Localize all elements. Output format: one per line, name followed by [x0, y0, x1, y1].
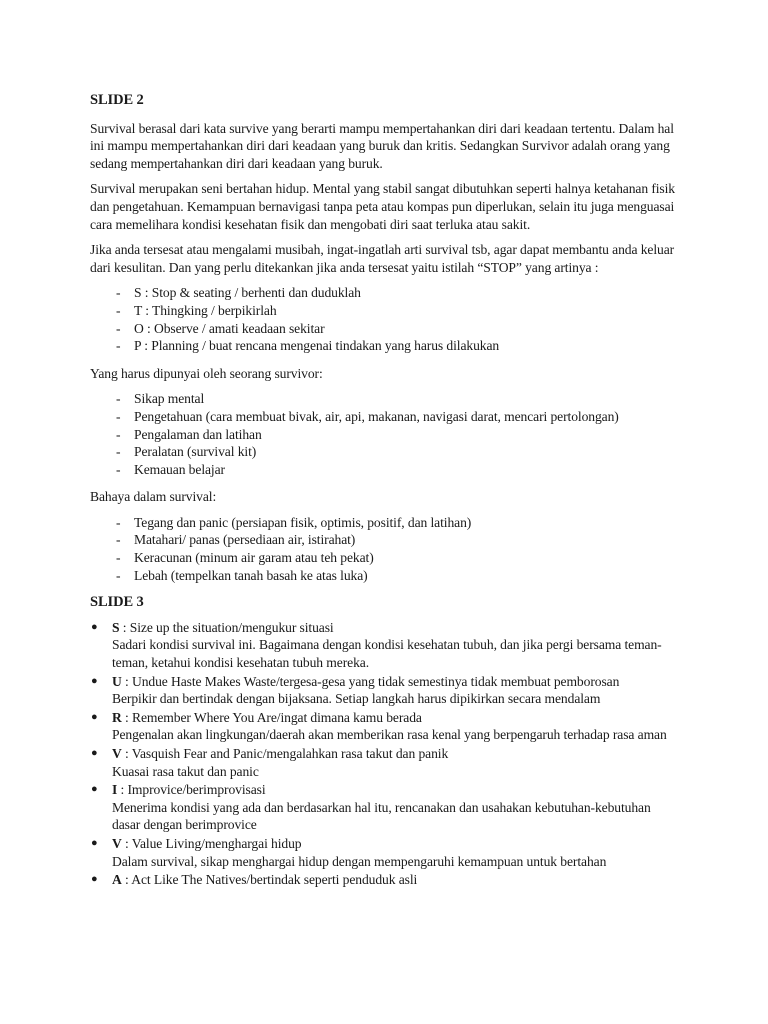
dash-marker: -: [116, 461, 121, 477]
list-item-text: Kemauan belajar: [134, 461, 225, 477]
item-description: Pengenalan akan lingkungan/daerah akan memberikan rasa kenal yang berpengaruh terhadap rasa aman: [112, 727, 667, 743]
bullet-icon: ●: [91, 873, 98, 886]
slide-3-heading: SLIDE 3: [90, 594, 144, 611]
list-item: [90, 531, 680, 549]
list-item: [90, 745, 680, 780]
list-item: [90, 390, 680, 408]
list-item-text: P : Planning / buat rencana mengenai tindakan yang harus dilakukan: [134, 338, 500, 354]
item-description: Sadari kondisi survival ini. Bagaimana dengan kondisi kesehatan tubuh, dan jika pergi bersama teman-teman, ketahui kondisi kesehatan tubuh mereka.: [112, 637, 662, 671]
list-item: [90, 871, 680, 889]
list-item: [90, 426, 680, 444]
item-description: Dalam survival, sikap menghargai hidup dengan mempengaruhi kemampuan untuk bertahan: [112, 853, 607, 869]
dash-marker: -: [116, 426, 121, 442]
item-description: Berpikir dan bertindak dengan bijaksana. Setiap langkah harus dipikirkan secara mendalam: [112, 691, 601, 707]
dash-marker: -: [116, 408, 121, 424]
survivor-intro: Yang harus dipunyai oleh seorang survivor:: [90, 365, 323, 381]
paragraph-survival-art: Survival merupakan seni bertahan hidup. Mental yang stabil sangat dibutuhkan seperti halnya ketahanan fisik dan pengetahuan. Kemampuan bernavigasi tanpa peta atau kompas pun diperlukan, selain itu juga menguasai cara memelihara kondisi kesehatan fisik dan mengobati diri saat terluka atau sakit.: [90, 181, 675, 232]
dash-marker: -: [116, 391, 121, 407]
acronym-letter: S: [112, 619, 120, 635]
list-item: [90, 835, 680, 870]
item-title: : Vasquish Fear and Panic/mengalahkan rasa takut dan panik: [121, 746, 449, 761]
bullet-icon: ●: [91, 674, 98, 687]
survivor-list: [90, 390, 680, 478]
dash-marker: -: [116, 285, 121, 301]
list-item: [90, 549, 680, 567]
list-item: [90, 514, 680, 532]
acronym-letter: R: [112, 709, 122, 725]
list-item-text: Keracunan (minum air garam atau teh pekat): [134, 550, 374, 566]
danger-list: [90, 514, 680, 584]
dash-marker: -: [116, 514, 121, 530]
item-title: : Undue Haste Makes Waste/tergesa-gesa yang tidak semestinya tidak membuat pemborosan: [121, 673, 620, 689]
dash-marker: -: [116, 532, 121, 548]
list-item: [90, 673, 680, 708]
list-item-text: Sikap mental: [134, 391, 205, 407]
document-content: [90, 92, 680, 890]
list-item-text: Pengetahuan (cara membuat bivak, air, api, makanan, navigasi darat, mencari pertolongan): [134, 408, 619, 424]
item-title: : Value Living/menghargai hidup: [121, 835, 302, 851]
item-title: : Improvice/berimprovisasi: [117, 782, 266, 798]
list-item-text: Peralatan (survival kit): [134, 444, 257, 460]
bullet-icon: ●: [91, 836, 98, 849]
bullet-icon: ●: [91, 620, 98, 633]
dash-marker: -: [116, 444, 121, 460]
slide-2-heading: SLIDE 2: [90, 92, 144, 108]
item-title: : Remember Where You Are/ingat dimana kamu berada: [121, 709, 422, 725]
list-item: [90, 461, 680, 479]
list-item: [90, 408, 680, 426]
list-item: [90, 337, 680, 355]
item-description: Kuasai rasa takut dan panic: [112, 763, 259, 779]
list-item-text: T : Thingking / berpikirlah: [134, 302, 277, 318]
dash-marker: -: [116, 567, 121, 583]
list-item: [90, 284, 680, 302]
list-item: [90, 302, 680, 320]
paragraph-survival-definition: Survival berasal dari kata survive yang berarti mampu mempertahankan diri dari keadaan tertentu. Dalam hal ini mampu mempertahankan diri dari keadaan yang buruk dan kritis. Sedangkan Survivor adalah orang yang sedang mempertahankan diri dari keadaan yang buruk.: [90, 120, 674, 171]
paragraph-stop-intro: Jika anda tersesat atau mengalami musibah, ingat-ingatlah arti survival tsb, agar dapat membantu anda keluar dari kesulitan. Dan yang perlu ditekankan jika anda tersesat yaitu istilah “STOP” yang artinya :: [90, 242, 675, 275]
dash-marker: -: [116, 302, 121, 318]
acronym-letter: V: [112, 835, 122, 851]
bullet-icon: ●: [91, 710, 98, 723]
list-item: [90, 619, 680, 672]
list-item: [90, 443, 680, 461]
stop-list: [90, 284, 680, 354]
item-title: : Size up the situation/mengukur situasi: [119, 619, 334, 635]
list-item-text: O : Observe / amati keadaan sekitar: [134, 320, 325, 336]
list-item: [90, 567, 680, 585]
list-item-text: Tegang dan panic (persiapan fisik, optimis, positif, dan latihan): [134, 514, 472, 530]
dash-marker: -: [116, 550, 121, 566]
list-item: [90, 320, 680, 338]
bullet-icon: ●: [91, 747, 98, 759]
list-item-text: Lebah (tempelkan tanah basah ke atas luka): [134, 567, 368, 583]
list-item: [90, 709, 680, 744]
list-item-text: S : Stop & seating / berhenti dan duduklah: [134, 285, 361, 301]
acronym-letter: I: [112, 782, 118, 798]
danger-intro: Bahaya dalam survival:: [90, 489, 217, 505]
acronym-letter: V: [112, 746, 122, 761]
dash-marker: -: [116, 320, 121, 336]
list-item-text: Matahari/ panas (persediaan air, istirahat): [134, 532, 356, 548]
item-title: : Act Like The Natives/bertindak seperti penduduk asli: [121, 872, 418, 888]
survival-acronym-list: [90, 619, 680, 889]
item-description: Menerima kondisi yang ada dan berdasarkan hal itu, rencanakan dan usahakan kebutuhan-kebutuhan dasar dengan berimprovice: [112, 799, 651, 833]
acronym-letter: U: [112, 673, 122, 689]
bullet-icon: ●: [91, 783, 98, 796]
acronym-letter: A: [112, 872, 122, 888]
dash-marker: -: [116, 338, 121, 354]
list-item: [90, 781, 680, 834]
list-item-text: Pengalaman dan latihan: [134, 426, 262, 442]
